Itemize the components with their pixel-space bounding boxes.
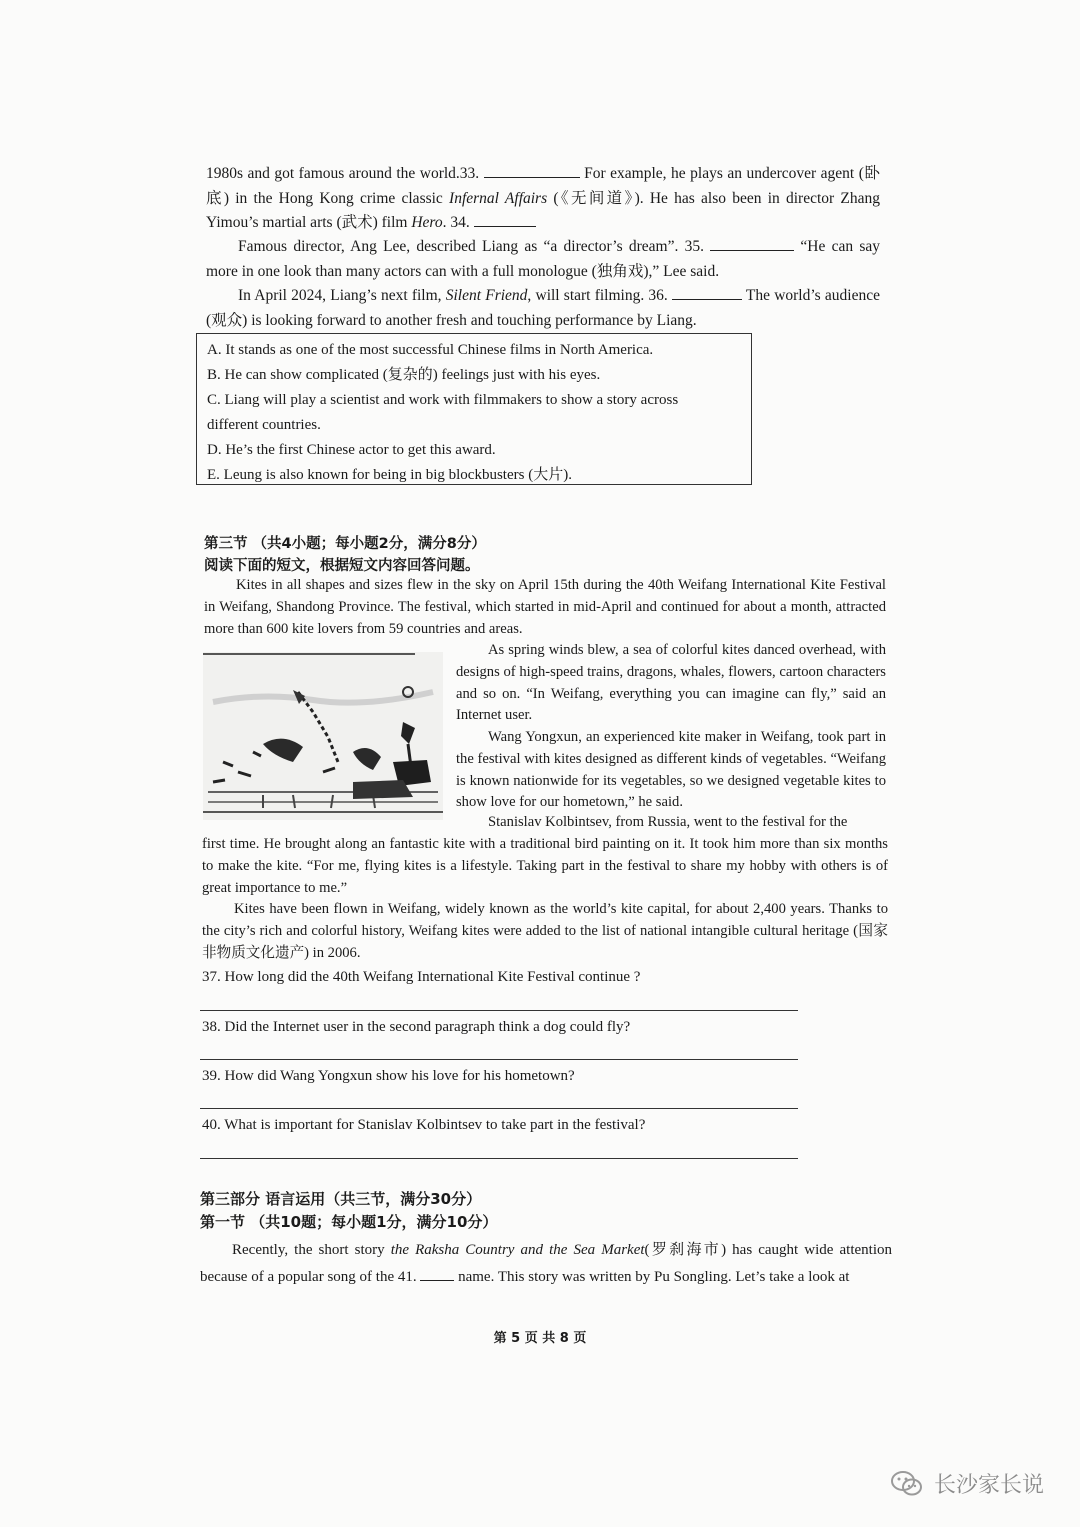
kite-paragraph-5: Kites have been flown in Weifang, widely known as the world’s kite capital, for about 2,400 years. Thanks to the city’s rich and colorful history, Weifang kites were added to the list of national intangible cultural heritage (国家非物质文化遗产) in 2006. <box>202 901 888 961</box>
kite-paragraph-2: As spring winds blew, a sea of colorful kites danced overhead, with designs of high-speed trains, dragons, whales, flowers, cartoon characters and so on. “In Weifang, everything you can imagine can fly,” said an Internet user. <box>456 642 886 724</box>
question-37: 37. How long did the 40th Weifang International Kite Festival continue ? <box>202 969 641 985</box>
section-heading: 第三节 （共4小题；每小题2分，满分8分） <box>204 536 486 552</box>
answer-line-37[interactable] <box>200 1010 798 1011</box>
blank-35[interactable] <box>710 238 794 251</box>
question-39: 39. How did Wang Yongxun show his love for his hometown? <box>202 1068 575 1084</box>
part3-paragraph: Recently, the short story the Raksha Country and the Sea Market(罗刹海市) has caught wide attention because of a popular song of the 41. name. This story was written by Pu Songling. Let’s take a look at <box>200 1242 892 1285</box>
passage-paragraph-3: In April 2024, Liang’s next film, Silent Friend, will start filming. 36. The world’s audience (观众) is looking forward to another fresh and touching performance by Liang. <box>206 287 880 329</box>
watermark-text: 长沙家长说 <box>933 1473 1044 1498</box>
option-c: C. Liang will play a scientist and work with filmmakers to show a story across <box>207 392 679 408</box>
part-sub-heading: 第一节 （共10题；每小题1分，满分10分） <box>200 1213 498 1231</box>
passage-paragraph-2: Famous director, Ang Lee, described Liang as “a director’s dream”. 35. “He can say more in one look than many actors can with a full monologue (独角戏),” Lee said. <box>206 238 880 280</box>
blank-33[interactable] <box>484 165 580 178</box>
watermark <box>890 1468 1044 1499</box>
kite-festival-photo <box>203 652 443 820</box>
kite-paragraph-4: first time. He brought along an fantastic kite with a traditional bird painting on it. It took him more than six months to make the kite. “For me, flying kites is a lifestyle. Taking part in the festival to share my hobby with others is of great importance to me.” <box>202 836 888 896</box>
blank-41[interactable] <box>420 1268 454 1281</box>
option-b: B. He can show complicated (复杂的) feelings just with his eyes. <box>207 367 601 383</box>
wechat-icon <box>890 1469 924 1499</box>
kite-paragraph-1: Kites in all shapes and sizes flew in the sky on April 15th during the 40th Weifang International Kite Festival in Weifang, Shandong Province. The festival, which started in mid-April and continued for about a month, attracted more than 600 kite lovers from 59 countries and areas. <box>204 577 886 637</box>
passage-paragraph-1: 1980s and got famous around the world.33. For example, he plays an undercover agent (卧底) in the Hong Kong crime classic Infernal Affairs (《无间道》). He has also been in director Zhang Yimou’s martial arts (武术) film Hero. 34. <box>206 165 881 231</box>
answer-line-38[interactable] <box>200 1059 798 1060</box>
story-title: the Raksha Country and the Sea Market <box>390 1242 645 1258</box>
film-title: Infernal Affairs <box>449 189 548 207</box>
options-box <box>196 333 752 485</box>
option-d: D. He’s the first Chinese actor to get this award. <box>207 442 496 458</box>
answer-line-40[interactable] <box>200 1158 798 1159</box>
part-heading: 第三部分 语言运用（共三节，满分30分） <box>200 1190 482 1208</box>
question-40: 40. What is important for Stanislav Kolbintsev to take part in the festival? <box>202 1117 646 1133</box>
option-e: E. Leung is also known for being in big blockbusters (大片). <box>207 467 572 483</box>
film-title: Silent Friend <box>445 287 528 304</box>
answer-line-39[interactable] <box>200 1108 798 1109</box>
kite-paragraph-3: Wang Yongxun, an experienced kite maker in Weifang, took part in the festival with kites designed as different kinds of vegetables. “Weifang is known nationwide for its vegetables, so we designed vegetable kites to show love for our hometown,” he said. <box>456 729 886 811</box>
kite-paragraph-4-start: Stanislav Kolbintsev, from Russia, went to the festival for the <box>488 814 848 830</box>
page-footer: 第 5 页 共 8 页 <box>493 1331 587 1346</box>
blank-34[interactable] <box>474 214 536 227</box>
film-title: Hero <box>411 214 443 231</box>
option-a: A. It stands as one of the most successful Chinese films in North America. <box>207 342 654 358</box>
option-c-continued: different countries. <box>207 417 321 433</box>
question-38: 38. Did the Internet user in the second paragraph think a dog could fly? <box>202 1019 631 1035</box>
blank-36[interactable] <box>672 287 742 300</box>
section-instruction: 阅读下面的短文，根据短文内容回答问题。 <box>204 558 480 574</box>
